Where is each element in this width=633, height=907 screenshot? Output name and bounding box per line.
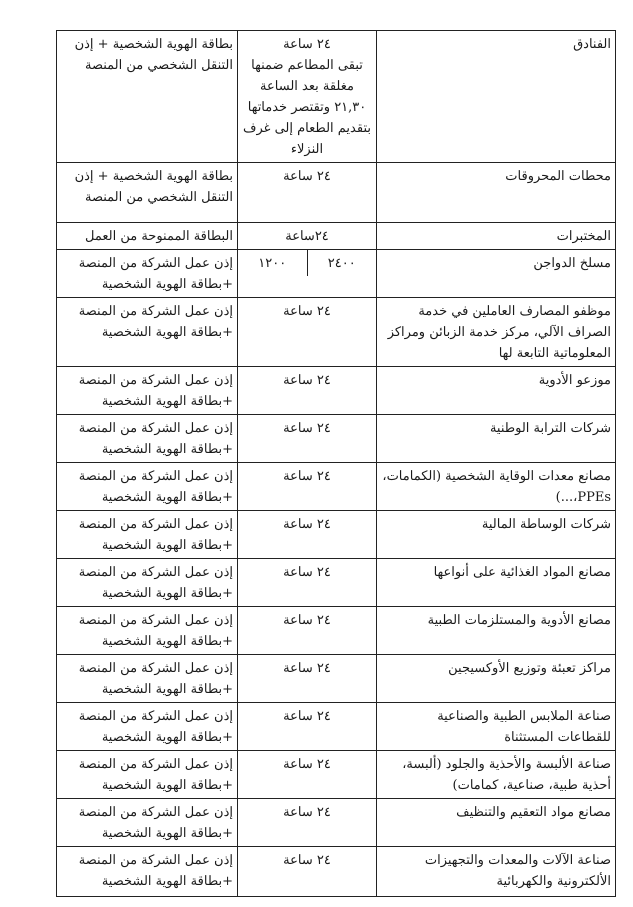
documents-cell	[57, 847, 238, 897]
sector-cell	[377, 703, 616, 751]
documents-cell	[57, 250, 238, 298]
hours-text: ٢٤ ساعة	[283, 469, 331, 484]
hours-text: ٢٤ ساعة	[283, 517, 331, 532]
sector-text: صناعة الآلات والمعدات والتجهيزات الألكترونية والكهربائية	[424, 853, 611, 889]
sector-text: موزعو الأدوية	[538, 373, 611, 388]
hours-text: ٢٤ ساعة	[283, 169, 331, 184]
table-row	[57, 607, 616, 655]
table-row	[57, 799, 616, 847]
hours-cell	[238, 223, 377, 250]
sector-text: محطات المحروقات	[505, 169, 611, 184]
hours-text: ٢٤ساعة	[285, 229, 329, 244]
hours-text: ٢٤ ساعة تبقى المطاعم ضمنها مغلقة بعد الساعة ٢١,٣٠ وتقتصر خدماتها بتقديم الطعام إلى غرف النزلاء	[243, 37, 371, 157]
sector-cell	[377, 607, 616, 655]
documents-cell	[57, 559, 238, 607]
documents-cell	[57, 751, 238, 799]
exemptions-table	[56, 30, 616, 897]
documents-cell	[57, 703, 238, 751]
hours-cell	[238, 847, 377, 897]
hours-cell	[238, 751, 377, 799]
hours-cell	[238, 163, 377, 223]
table-row	[57, 703, 616, 751]
hours-split	[238, 250, 376, 276]
sector-cell	[377, 799, 616, 847]
hours-text: ٢٤ ساعة	[283, 613, 331, 628]
documents-text: إذن عمل الشركة من المنصة +بطاقة الهوية الشخصية	[78, 565, 233, 601]
table-row	[57, 298, 616, 367]
sector-text: المختبرات	[556, 229, 611, 244]
table-row	[57, 511, 616, 559]
table-row	[57, 559, 616, 607]
table-row	[57, 415, 616, 463]
documents-text: بطاقة الهوية الشخصية + إذن التنقل الشخصي من المنصة	[74, 169, 233, 205]
sector-cell	[377, 559, 616, 607]
documents-text: البطاقة الممنوحة من العمل	[84, 229, 233, 244]
sector-text: شركات الترابة الوطنية	[489, 421, 611, 436]
hours-from: ٢٤٠٠	[307, 250, 377, 276]
hours-to: ١٢٠٠	[258, 256, 287, 271]
hours-cell	[238, 511, 377, 559]
table-row	[57, 163, 616, 223]
documents-text: إذن عمل الشركة من المنصة +بطاقة الهوية الشخصية	[78, 373, 233, 409]
documents-text: إذن عمل الشركة من المنصة +بطاقة الهوية الشخصية	[78, 421, 233, 457]
documents-text: إذن عمل الشركة من المنصة +بطاقة الهوية الشخصية	[78, 304, 233, 340]
sector-text: صناعة الملابس الطبية والصناعية للقطاعات المستثناة	[437, 709, 611, 745]
table-row	[57, 463, 616, 511]
sector-text: مراكز تعبئة وتوزيع الأوكسيجين	[448, 661, 611, 676]
hours-split-cell	[238, 250, 377, 298]
documents-text: بطاقة الهوية الشخصية + إذن التنقل الشخصي من المنصة	[74, 37, 233, 73]
sector-text: مصانع مواد التعقيم والتنظيف	[456, 805, 611, 820]
table-row	[57, 31, 616, 163]
hours-cell	[238, 703, 377, 751]
sector-cell	[377, 463, 616, 511]
documents-cell	[57, 607, 238, 655]
hours-cell	[238, 463, 377, 511]
sector-cell	[377, 250, 616, 298]
hours-cell	[238, 655, 377, 703]
documents-text: إذن عمل الشركة من المنصة +بطاقة الهوية الشخصية	[78, 469, 233, 505]
hours-text: ٢٤ ساعة	[283, 757, 331, 772]
sector-cell	[377, 298, 616, 367]
sector-text: مسلخ الدواجن	[533, 256, 611, 271]
hours-cell	[238, 367, 377, 415]
documents-cell	[57, 799, 238, 847]
documents-cell	[57, 511, 238, 559]
documents-text: إذن عمل الشركة من المنصة +بطاقة الهوية الشخصية	[78, 709, 233, 745]
sector-text: الفنادق	[573, 37, 611, 52]
hours-cell	[238, 298, 377, 367]
documents-cell	[57, 367, 238, 415]
documents-cell	[57, 223, 238, 250]
documents-cell	[57, 463, 238, 511]
sector-cell	[377, 415, 616, 463]
hours-cell	[238, 799, 377, 847]
sector-cell	[377, 223, 616, 250]
hours-text: ٢٤ ساعة	[283, 709, 331, 724]
sector-cell	[377, 367, 616, 415]
hours-text: ٢٤ ساعة	[283, 421, 331, 436]
hours-cell	[238, 559, 377, 607]
hours-cell	[238, 415, 377, 463]
table-row	[57, 751, 616, 799]
sector-text: مصانع الأدوية والمستلزمات الطبية	[427, 613, 611, 628]
sector-cell	[377, 847, 616, 897]
documents-cell	[57, 415, 238, 463]
hours-text: ٢٤ ساعة	[283, 805, 331, 820]
documents-text: إذن عمل الشركة من المنصة +بطاقة الهوية الشخصية	[78, 805, 233, 841]
table-row	[57, 367, 616, 415]
documents-cell	[57, 163, 238, 223]
documents-text: إذن عمل الشركة من المنصة +بطاقة الهوية الشخصية	[78, 517, 233, 553]
sector-cell	[377, 31, 616, 163]
documents-cell	[57, 655, 238, 703]
documents-text: إذن عمل الشركة من المنصة +بطاقة الهوية الشخصية	[78, 613, 233, 649]
sector-cell	[377, 655, 616, 703]
documents-text: إذن عمل الشركة من المنصة +بطاقة الهوية الشخصية	[78, 661, 233, 697]
hours-cell	[238, 31, 377, 163]
sector-text: موظفو المصارف العاملين في خدمة الصراف الآلي، مركز خدمة الزبائن ومراكز المعلوماتية التابعة لها	[387, 304, 611, 361]
sector-text: صناعة الألبسة والأحذية والجلود (ألبسة، أحذية طبية، صناعية، كمامات)	[402, 757, 611, 793]
table-row	[57, 847, 616, 897]
sector-text: مصانع معدات الوقاية الشخصية (الكمامات، PPEs،...)	[382, 469, 611, 505]
documents-cell	[57, 298, 238, 367]
documents-text: إذن عمل الشركة من المنصة +بطاقة الهوية الشخصية	[78, 256, 233, 292]
hours-text: ٢٤ ساعة	[283, 853, 331, 868]
sector-text: مصانع المواد الغذائية على أنواعها	[433, 565, 611, 580]
sector-cell	[377, 751, 616, 799]
sector-cell	[377, 163, 616, 223]
hours-text: ٢٤ ساعة	[283, 661, 331, 676]
sector-cell	[377, 511, 616, 559]
documents-cell	[57, 31, 238, 163]
table-row	[57, 250, 616, 298]
hours-text: ٢٤ ساعة	[283, 304, 331, 319]
sector-text: شركات الوساطة المالية	[481, 517, 611, 532]
table-row	[57, 655, 616, 703]
hours-cell	[238, 607, 377, 655]
hours-text: ٢٤ ساعة	[283, 565, 331, 580]
table-row	[57, 223, 616, 250]
hours-text: ٢٤ ساعة	[283, 373, 331, 388]
documents-text: إذن عمل الشركة من المنصة +بطاقة الهوية الشخصية	[78, 853, 233, 889]
documents-text: إذن عمل الشركة من المنصة +بطاقة الهوية الشخصية	[78, 757, 233, 793]
